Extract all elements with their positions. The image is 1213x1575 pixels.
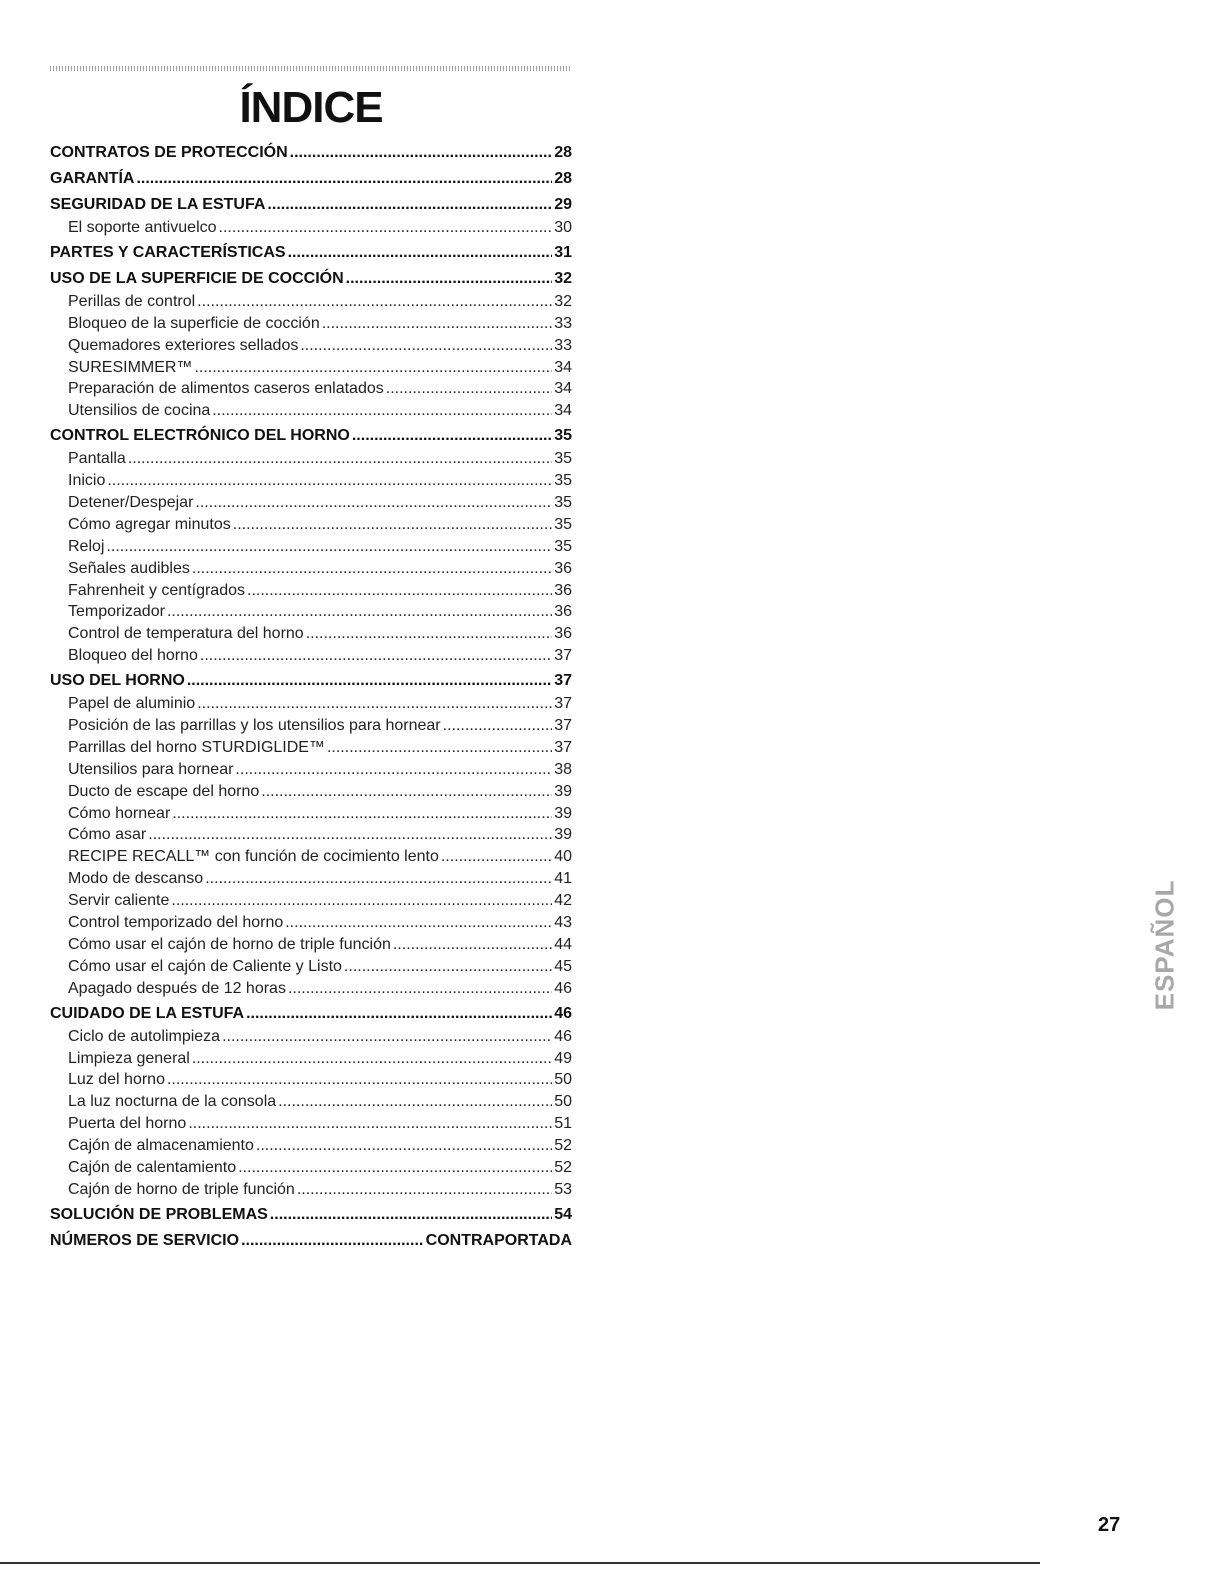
toc-page-number: 31: [554, 243, 572, 261]
dot-leader: [128, 448, 552, 470]
toc-subentry[interactable]: [50, 1048, 572, 1070]
toc-page-number: 33: [554, 314, 572, 332]
toc-page-number: 52: [554, 1158, 572, 1176]
dot-leader: [188, 1113, 552, 1135]
toc-page-number: 37: [554, 717, 572, 735]
toc-entry-label: Servir caliente: [68, 892, 170, 910]
toc-section-entry[interactable]: [50, 1229, 572, 1253]
toc-page-number: 46: [554, 1027, 572, 1045]
toc-section-entry[interactable]: [50, 424, 572, 448]
toc-page-number: CONTRAPORTADA: [425, 1231, 572, 1249]
toc-subentry[interactable]: [50, 291, 572, 313]
toc-page-number: 37: [554, 647, 572, 665]
toc-page-number: 45: [554, 957, 572, 975]
toc-entry-label: La luz nocturna de la consola: [68, 1093, 277, 1111]
toc-page-number: 32: [554, 269, 572, 287]
dot-leader: [288, 978, 552, 1000]
toc-page-number: 35: [554, 494, 572, 512]
toc-subentry[interactable]: [50, 357, 572, 379]
toc-subentry[interactable]: [50, 956, 572, 978]
toc-page-number: 50: [554, 1071, 572, 1089]
dot-leader: [235, 759, 552, 781]
toc-subentry[interactable]: [50, 378, 572, 400]
toc-page-number: 46: [554, 1004, 572, 1022]
dot-leader: [344, 956, 552, 978]
dot-leader: [290, 141, 553, 165]
toc-section-entry[interactable]: [50, 193, 572, 217]
toc-entry-label: SURESIMMER™: [68, 358, 193, 376]
toc-entry-label: Ciclo de autolimpieza: [68, 1027, 221, 1045]
toc-page-number: 51: [554, 1115, 572, 1133]
toc-entry-label: Utensilios de cocina: [68, 402, 211, 420]
toc-page-number: 35: [554, 515, 572, 533]
toc-page-number: 34: [554, 402, 572, 420]
dot-leader: [233, 514, 552, 536]
toc-entry-label: Papel de aluminio: [68, 695, 196, 713]
dot-leader: [267, 193, 552, 217]
toc-page-number: 39: [554, 782, 572, 800]
toc-subentry[interactable]: [50, 601, 572, 623]
dot-leader: [256, 1135, 552, 1157]
toc-entry-label: CONTRATOS DE PROTECCIÓN: [50, 144, 288, 161]
dot-leader: [212, 400, 552, 422]
dot-leader: [194, 357, 552, 379]
toc-subentry[interactable]: [50, 313, 572, 335]
dot-leader: [222, 1026, 552, 1048]
page-title: ÍNDICE: [239, 83, 383, 132]
dot-leader: [246, 1002, 552, 1026]
toc-entry-label: Quemadores exteriores sellados: [68, 336, 299, 354]
toc-subentry[interactable]: [50, 558, 572, 580]
toc-page-number: 34: [554, 358, 572, 376]
dot-leader: [171, 890, 552, 912]
dot-leader: [200, 645, 552, 667]
dot-leader: [285, 912, 552, 934]
toc-page-number: 37: [554, 672, 572, 690]
toc-entry-label: Cajón de almacenamiento: [68, 1137, 254, 1155]
dot-leader: [270, 1203, 552, 1227]
toc-page-number: 49: [554, 1049, 572, 1067]
toc-entry-label: Limpieza general: [68, 1049, 190, 1067]
dot-leader: [247, 580, 552, 602]
toc-entry-label: Preparación de alimentos caseros enlatados: [68, 380, 384, 398]
toc-subentry[interactable]: [50, 335, 572, 357]
toc-subentry[interactable]: [50, 715, 572, 737]
toc-subentry[interactable]: [50, 781, 572, 803]
dot-leader: [192, 1048, 552, 1070]
dot-leader: [167, 1069, 552, 1091]
toc-section-entry[interactable]: [50, 1203, 572, 1227]
toc-subentry[interactable]: [50, 1157, 572, 1179]
toc-page-number: 30: [554, 219, 572, 236]
toc-subentry[interactable]: [50, 824, 572, 846]
toc-entry-label: CUIDADO DE LA ESTUFA: [50, 1004, 245, 1022]
toc-subentry[interactable]: [50, 912, 572, 934]
toc-page-number: 33: [554, 336, 572, 354]
dot-leader: [192, 558, 552, 580]
dot-leader: [322, 313, 552, 335]
toc-entry-label: PARTES Y CARACTERÍSTICAS: [50, 243, 286, 261]
toc-page-number: 36: [554, 559, 572, 577]
toc-entry-label: Bloqueo de la superficie de cocción: [68, 314, 320, 332]
toc-page-number: 36: [554, 603, 572, 621]
dot-leader: [107, 470, 552, 492]
toc-entry-label: Posición de las parrillas y los utensilios para hornear: [68, 717, 441, 735]
top-dotted-rule: [50, 66, 572, 71]
toc-entry-label: Parrillas del horno STURDIGLIDE™: [68, 738, 325, 756]
dot-leader: [241, 1229, 424, 1253]
toc-entry-label: Ducto de escape del horno: [68, 782, 260, 800]
page-number: 27: [1098, 1514, 1121, 1536]
toc-subentry[interactable]: [50, 1069, 572, 1091]
toc-section-entry[interactable]: [50, 267, 572, 291]
dot-leader: [136, 167, 552, 191]
toc-subentry[interactable]: [50, 737, 572, 759]
toc-page-number: 43: [554, 914, 572, 932]
toc-entry-label: Cajón de calentamiento: [68, 1158, 237, 1176]
toc-page-number: 36: [554, 581, 572, 599]
dot-leader: [187, 669, 552, 693]
toc-subentry[interactable]: [50, 492, 572, 514]
toc-entry-label: Reloj: [68, 537, 105, 555]
toc-page-number: 41: [554, 870, 572, 888]
dot-leader: [441, 846, 552, 868]
toc-page-number: 42: [554, 892, 572, 910]
dot-leader: [219, 217, 553, 239]
dot-leader: [195, 492, 552, 514]
toc-entry-label: Cómo agregar minutos: [68, 515, 231, 533]
dot-leader: [288, 241, 553, 265]
dot-leader: [300, 335, 552, 357]
toc-entry-label: Bloqueo del horno: [68, 647, 198, 665]
toc-subentry[interactable]: [50, 890, 572, 912]
dot-leader: [278, 1091, 552, 1113]
toc-page-number: 53: [554, 1180, 572, 1198]
toc-entry-label: Control temporizado del horno: [68, 914, 284, 932]
toc-entry-label: USO DEL HORNO: [50, 672, 185, 690]
toc-page-number: 44: [554, 935, 572, 953]
dot-leader: [197, 693, 552, 715]
toc-entry-label: Señales audibles: [68, 559, 190, 577]
toc-section-entry[interactable]: [50, 669, 572, 693]
toc-entry-label: Utensilios para hornear: [68, 760, 234, 778]
dot-leader: [352, 424, 552, 448]
dot-leader: [106, 536, 552, 558]
toc-subentry[interactable]: [50, 1026, 572, 1048]
toc-subentry[interactable]: [50, 978, 572, 1000]
toc-page-number: 46: [554, 979, 572, 997]
toc-subentry[interactable]: [50, 1091, 572, 1113]
language-side-tab: [1148, 820, 1182, 1070]
toc-subentry[interactable]: [50, 645, 572, 667]
bottom-rule: [0, 1562, 1040, 1564]
toc-entry-label: Cajón de horno de triple función: [68, 1180, 295, 1198]
dot-leader: [297, 1179, 552, 1201]
toc-subentry[interactable]: [50, 1113, 572, 1135]
dot-leader: [205, 868, 552, 890]
toc-entry-label: Detener/Despejar: [68, 494, 194, 512]
toc-subentry[interactable]: [50, 759, 572, 781]
dot-leader: [306, 623, 553, 645]
toc-subentry[interactable]: [50, 514, 572, 536]
dot-leader: [443, 715, 553, 737]
toc-entry-label: CONTROL ELECTRÓNICO DEL HORNO: [50, 427, 350, 445]
toc-page-number: 37: [554, 695, 572, 713]
dot-leader: [386, 378, 552, 400]
toc-section-entry[interactable]: [50, 141, 572, 165]
toc-subentry[interactable]: [50, 470, 572, 492]
toc-entry-label: Pantalla: [68, 450, 126, 468]
toc-entry-label: RECIPE RECALL™ con función de cocimiento lento: [68, 848, 439, 866]
toc-entry-label: Modo de descanso: [68, 870, 204, 888]
toc-entry-label: NÚMEROS DE SERVICIO: [50, 1231, 240, 1249]
dot-leader: [346, 267, 553, 291]
toc-page-number: 28: [554, 144, 572, 161]
dot-leader: [393, 934, 552, 956]
toc-entry-label: Fahrenheit y centígrados: [68, 581, 245, 599]
dot-leader: [197, 291, 552, 313]
toc-entry-label: Cómo usar el cajón de horno de triple función: [68, 935, 391, 953]
toc-subentry[interactable]: [50, 536, 572, 558]
toc-page-number: 35: [554, 472, 572, 490]
toc-page-number: 37: [554, 738, 572, 756]
toc-entry-label: Control de temperatura del horno: [68, 625, 304, 643]
toc-page-number: 35: [554, 427, 572, 445]
toc-entry-label: Apagado después de 12 horas: [68, 979, 286, 997]
dot-leader: [261, 781, 552, 803]
toc-page-number: 34: [554, 380, 572, 398]
toc-page-number: 39: [554, 804, 572, 822]
toc-entry-label: Perillas de control: [68, 292, 196, 310]
toc-entry-label: Cómo asar: [68, 826, 147, 844]
language-side-tab-text: ESPAÑOL: [1149, 879, 1180, 1011]
toc-entry-label: GARANTÍA: [50, 170, 135, 187]
toc-page-number: 40: [554, 848, 572, 866]
dot-leader: [148, 824, 552, 846]
toc-entry-label: Cómo usar el cajón de Caliente y Listo: [68, 957, 342, 975]
dot-leader: [238, 1157, 552, 1179]
toc-page-number: 35: [554, 537, 572, 555]
table-of-contents: [50, 141, 572, 1253]
toc-subentry[interactable]: [50, 934, 572, 956]
toc-subentry[interactable]: [50, 1179, 572, 1201]
toc-page-number: 52: [554, 1137, 572, 1155]
toc-entry-label: USO DE LA SUPERFICIE DE COCCIÓN: [50, 269, 344, 287]
toc-entry-label: Inicio: [68, 472, 106, 490]
toc-page-number: 28: [554, 170, 572, 187]
dot-leader: [167, 601, 552, 623]
toc-entry-label: SEGURIDAD DE LA ESTUFA: [50, 196, 266, 213]
dot-leader: [172, 803, 552, 825]
toc-entry-label: Temporizador: [68, 603, 165, 621]
toc-subentry[interactable]: [50, 217, 572, 239]
toc-entry-label: Luz del horno: [68, 1071, 165, 1089]
toc-entry-label: SOLUCIÓN DE PROBLEMAS: [50, 1205, 268, 1223]
toc-section-entry[interactable]: [50, 1002, 572, 1026]
toc-entry-label: Cómo hornear: [68, 804, 171, 822]
toc-subentry[interactable]: [50, 868, 572, 890]
toc-entry-label: Puerta del horno: [68, 1115, 187, 1133]
dot-leader: [327, 737, 552, 759]
toc-subentry[interactable]: [50, 580, 572, 602]
toc-page-number: 35: [554, 450, 572, 468]
toc-page-number: 54: [554, 1205, 572, 1223]
toc-entry-label: El soporte antivuelco: [68, 219, 217, 236]
toc-section-entry[interactable]: [50, 241, 572, 265]
toc-subentry[interactable]: [50, 693, 572, 715]
toc-subentry[interactable]: [50, 1135, 572, 1157]
toc-page-number: 36: [554, 625, 572, 643]
toc-page-number: 32: [554, 292, 572, 310]
toc-page-number: 50: [554, 1093, 572, 1111]
toc-section-entry[interactable]: [50, 167, 572, 191]
toc-subentry[interactable]: [50, 623, 572, 645]
toc-page-number: 39: [554, 826, 572, 844]
toc-subentry[interactable]: [50, 846, 572, 868]
toc-subentry[interactable]: [50, 803, 572, 825]
toc-subentry[interactable]: [50, 448, 572, 470]
toc-subentry[interactable]: [50, 400, 572, 422]
toc-page-number: 29: [554, 196, 572, 213]
toc-page-number: 38: [554, 760, 572, 778]
